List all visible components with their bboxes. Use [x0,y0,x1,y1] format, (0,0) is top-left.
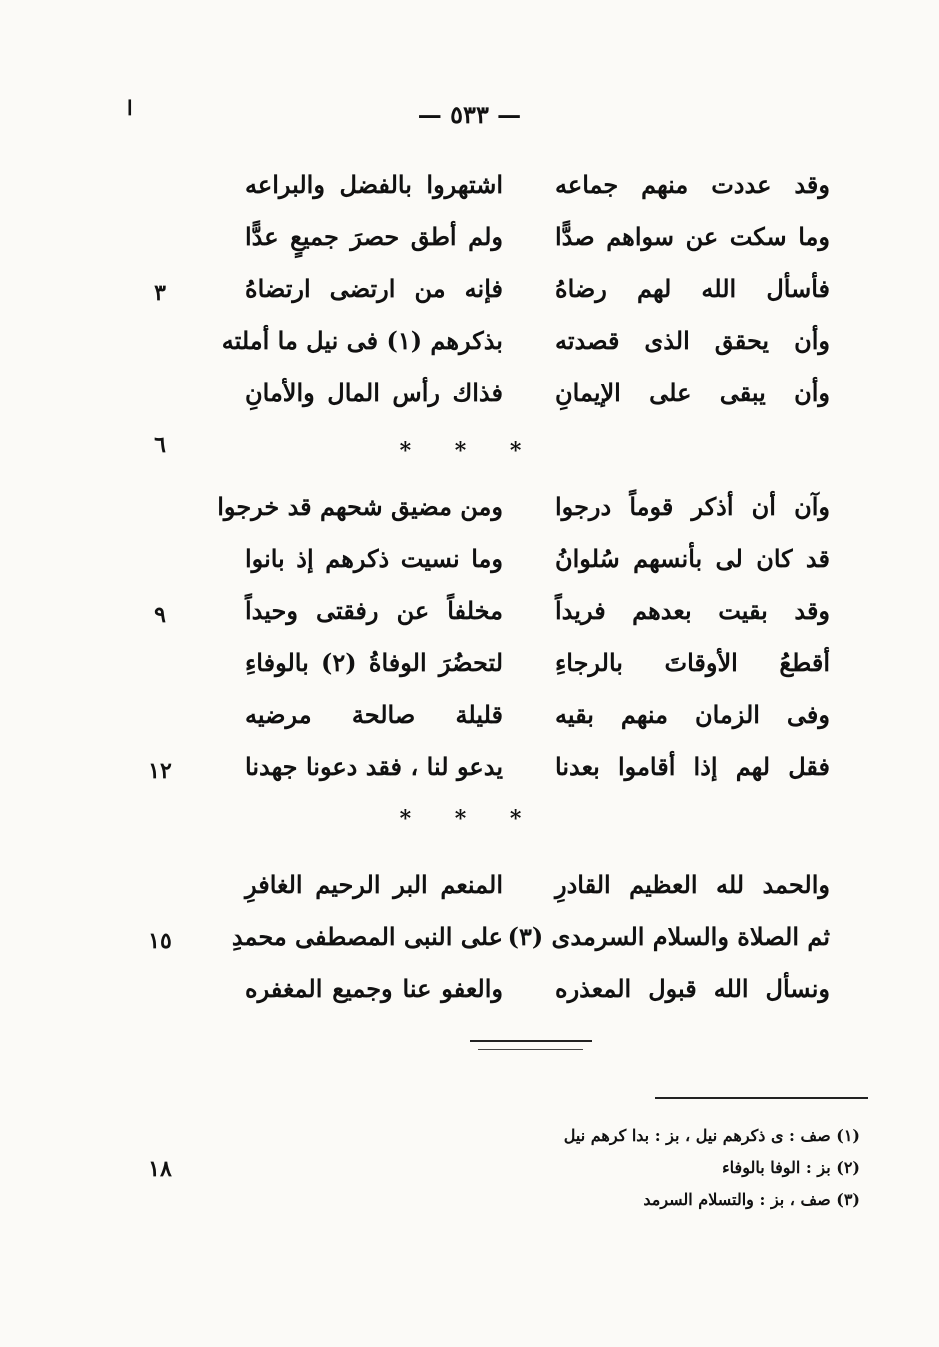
verse-section-2 [0,492,939,804]
section-separator: * * * [399,806,540,832]
verse-right-hemistich: وفى الزمان منهم بقيه [555,700,830,729]
verse-right-hemistich: ونسأل الله قبول المعذره [555,974,830,1003]
verse-left-hemistich: ومن مضيق شحهم قد خرجوا [217,492,503,521]
verse-right-hemistich: فأسأل الله لهم رضاهُ [555,274,830,303]
verse-right-hemistich: وأن يحقق الذى قصدته [555,326,830,355]
verse-right-hemistich: قد كان لى بأنسهم سُلوانُ [555,544,830,573]
verse-row [0,752,939,804]
verse-right-hemistich: فقل لهم إذا أقاموا بعدنا [555,752,830,781]
verse-left-hemistich: اشتهروا بالفضل والبراعه [245,170,503,199]
verse-right-hemistich: وقد عددت منهم جماعه [555,170,830,199]
end-rule-thin [478,1049,583,1050]
footnote-rule [655,1097,868,1099]
verse-row [0,326,939,378]
footnote: (١) صف : ى ذكرهم نيل ، بز : بدا كرهم نيل [563,1126,860,1145]
verse-row [0,974,939,1026]
verse-left-hemistich: والعفو عنا وجميع المغفره [245,974,503,1003]
verse-left-hemistich: ولم أطق حصرَ جميعٍ عدًّا [245,222,503,251]
line-number: ٩ [154,602,166,628]
verse-right-hemistich: والحمد لله العظيم القادرِ [555,870,830,899]
end-rule [470,1040,592,1042]
verse-left-hemistich: فإنه من ارتضى ارتضاهُ [245,274,503,303]
verse-row [0,492,939,544]
verse-section-3 [0,870,939,1026]
verse-left-hemistich: قليلة صالحة مرضيه [245,700,503,729]
line-number: ٣ [154,280,166,306]
verse-left-hemistich: مخلفاً عن رفقتى وحيداً [245,596,503,625]
verse-row [0,870,939,922]
verse-right-hemistich: وما سكت عن سواهم صدًّا [555,222,830,251]
verse-right-hemistich: وأن يبقى على الإيمانِ [555,378,830,407]
verse-left-hemistich: لتحضُرَ الوفاةُ (٢) بالوفاءِ [245,648,503,677]
verse-row [0,378,939,430]
line-number: ١٢ [148,758,172,784]
verse-row [0,648,939,700]
verse-left-hemistich: على النبى المصطفى محمدِ [231,922,503,951]
verse-left-hemistich: المنعم البر الرحيم الغافرِ [245,870,503,899]
verse-row [0,222,939,274]
verse-row [0,700,939,752]
verse-row [0,544,939,596]
verse-row [0,274,939,326]
verse-right-hemistich: وقد بقيت بعدهم فريداً [555,596,830,625]
verse-section-1 [0,170,939,430]
page-number: — ٥٣٣ — [417,100,522,129]
verse-left-hemistich: فذاك رأس المال والأمانِ [245,378,503,407]
verse-row [0,596,939,648]
line-number: ٦ [154,432,166,458]
verse-left-hemistich: وما نسيت ذكرهم إذ بانوا [245,544,503,573]
margin-mark: ا [127,96,133,120]
footnotes [420,1126,860,1222]
verse-right-hemistich: ثم الصلاة والسلام السرمدى (٣) [507,922,830,951]
footnote: (٢) بز : الوفا بالوفاء [722,1158,860,1177]
verse-right-hemistich: وآن أن أذكر قوماً درجوا [555,492,830,521]
line-number: ١٥ [148,928,172,954]
verse-row [0,922,939,974]
section-separator: * * * [399,438,540,464]
line-number: ١٨ [148,1156,172,1182]
verse-left-hemistich: يدعو لنا ، فقد دعونا جهدنا [245,752,503,781]
verse-row [0,170,939,222]
footnote: (٣) صف ، بز : والتسلام السرمد [643,1190,860,1209]
verse-left-hemistich: بذكرهم (١) فى نيل ما أملته [221,326,503,355]
verse-right-hemistich: أقطعُ الأوقاتَ بالرجاءِ [555,648,830,677]
